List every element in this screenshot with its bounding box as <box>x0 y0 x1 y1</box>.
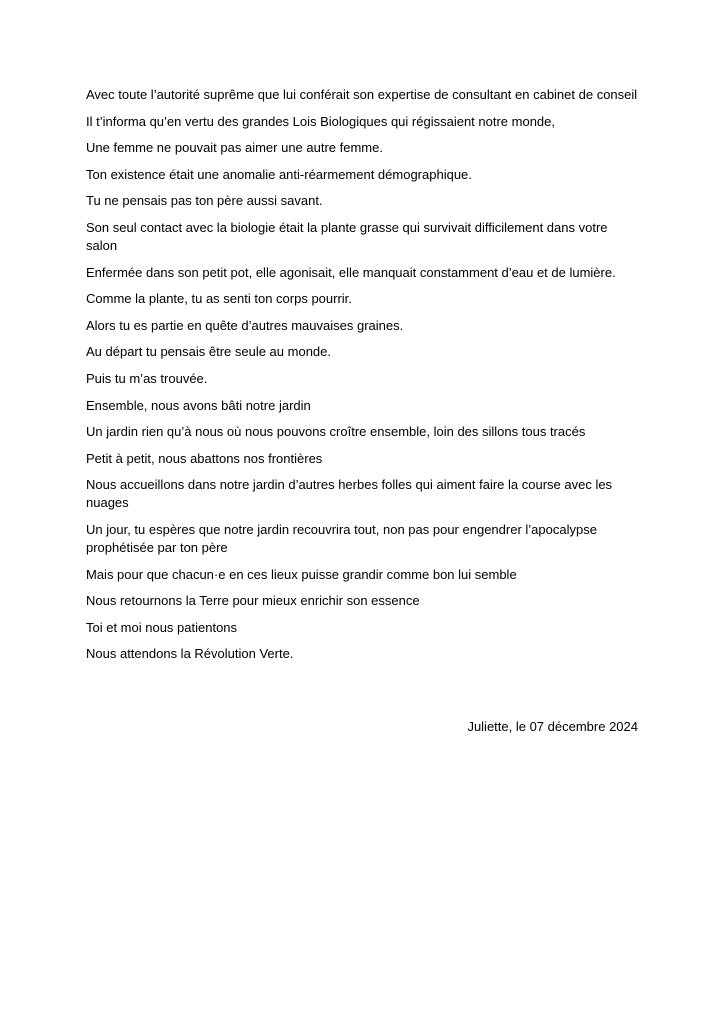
poem-line: Comme la plante, tu as senti ton corps pourrir. <box>86 291 352 307</box>
poem-line: Puis tu m’as trouvée. <box>86 370 208 386</box>
poem-line: Un jour, tu espères que notre jardin recouvrira tout, non pas pour engendrer l’apocalypse prophétisée par ton père <box>86 521 597 555</box>
poem-line: Avec toute l’autorité suprême que lui conférait son expertise de consultant en cabinet de conseil <box>86 87 638 102</box>
poem-line: Au départ tu pensais être seule au monde. <box>86 344 331 360</box>
poem-body <box>86 86 642 672</box>
poem-line: Un jardin rien qu’à nous où nous pouvons croître ensemble, loin des sillons tous tracés <box>86 424 586 440</box>
poem-line: Nous attendons la Révolution Verte. <box>86 646 294 662</box>
poem-line: Mais pour que chacun·e en ces lieux puisse grandir comme bon lui semble <box>86 566 517 582</box>
poem-line: Son seul contact avec la biologie était la plante grasse qui survivait difficilement dans votre salon <box>86 219 608 253</box>
poem-line: Petit à petit, nous abattons nos frontières <box>86 450 323 466</box>
poem-line: Alors tu es partie en quête d’autres mauvaises graines. <box>86 317 404 333</box>
signature-date: Juliette, le 07 décembre 2024 <box>467 719 638 734</box>
poem-line: Ensemble, nous avons bâti notre jardin <box>86 397 311 413</box>
poem-line: Toi et moi nous patientons <box>86 619 238 635</box>
poem-line: Ton existence était une anomalie anti-réarmement démographique. <box>86 166 472 182</box>
poem-line: Nous retournons la Terre pour mieux enrichir son essence <box>86 593 420 609</box>
poem-line: Une femme ne pouvait pas aimer une autre femme. <box>86 140 383 156</box>
poem-line: Enfermée dans son petit pot, elle agonisait, elle manquait constamment d’eau et de lumière. <box>86 264 616 280</box>
poem-line: Il t’informa qu’en vertu des grandes Lois Biologiques qui régissaient notre monde, <box>86 113 555 129</box>
poem-line: Tu ne pensais pas ton père aussi savant. <box>86 193 323 209</box>
poem-line: Nous accueillons dans notre jardin d’autres herbes folles qui aiment faire la course avec les nuages <box>86 477 613 511</box>
